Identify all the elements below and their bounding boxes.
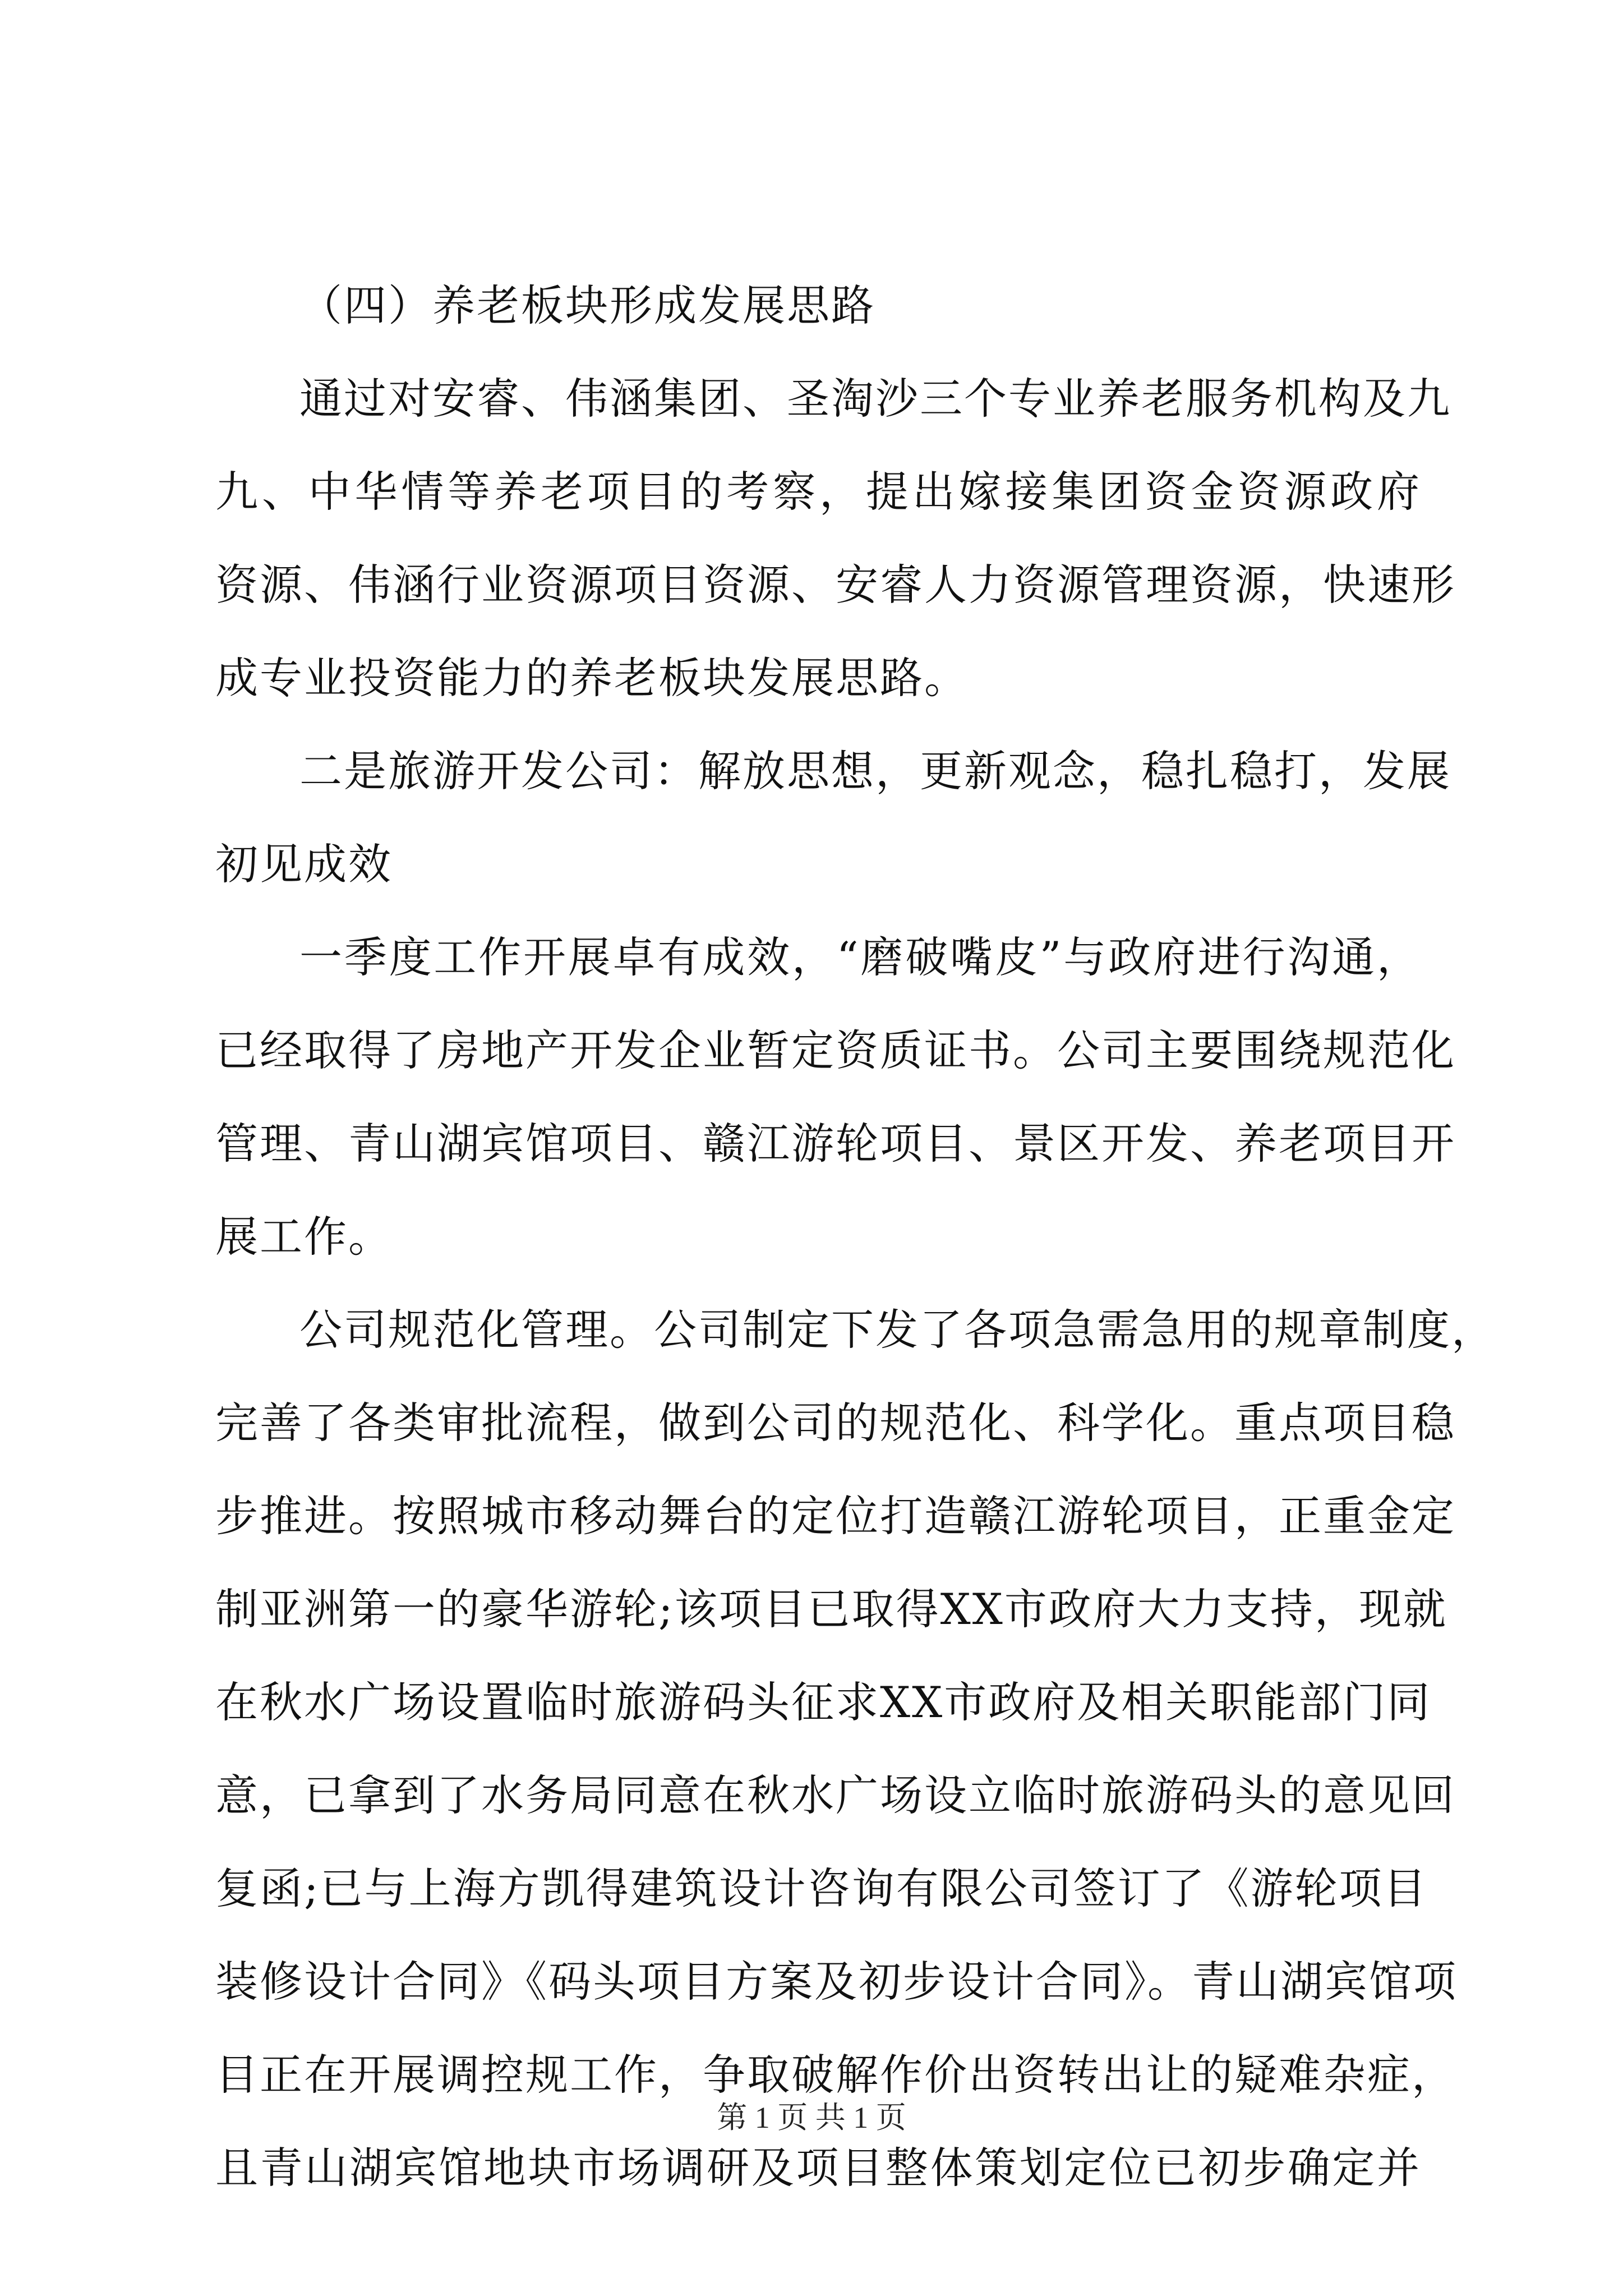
paragraph-line: 已经取得了房地产开发企业暂定资质证书。公司主要围绕规范化: [215, 1025, 1456, 1075]
paragraph-line: 成专业投资能力的养老板块发展思路。: [215, 653, 969, 703]
paragraph-line: 意，已拿到了水务局同意在秋水广场设立临时旅游码头的意见回: [215, 1770, 1456, 1820]
paragraph-line: 装修设计合同》《码头项目方案及初步设计合同》。青山湖宾馆项: [215, 1957, 1458, 2007]
paragraph-line: 展工作。: [215, 1212, 393, 1262]
paragraph-line: 复函;已与上海方凯得建筑设计咨询有限公司签订了《游轮项目: [215, 1864, 1428, 1913]
paragraph-line: 步推进。按照城市移动舞台的定位打造赣江游轮项目，正重金定: [215, 1491, 1456, 1541]
document-body: [215, 259, 1496, 2215]
page-footer: 第 1 页 共 1 页: [717, 2101, 906, 2134]
paragraph-line: 在秋水广场设置临时旅游码头征求XX市政府及相关职能部门同: [215, 1677, 1432, 1727]
paragraph-line: 资源、伟涵行业资源项目资源、安睿人力资源管理资源，快速形: [215, 560, 1456, 610]
paragraph-line: 目正在开展调控规工作，争取破解作价出资转出让的疑难杂症，: [215, 2050, 1456, 2100]
paragraph-line: 制亚洲第一的豪华游轮;该项目已取得XX市政府大力支持，现就: [215, 1584, 1447, 1634]
paragraph-line: 通过对安睿、伟涵集团、圣淘沙三个专业养老服务机构及九: [299, 374, 1451, 424]
paragraph-line: 一季度工作开展卓有成效，“磨破嘴皮”与政府进行沟通，: [299, 932, 1421, 982]
paragraph-line: 管理、青山湖宾馆项目、赣江游轮项目、景区开发、养老项目开: [215, 1119, 1456, 1168]
paragraph-line: 且青山湖宾馆地块市场调研及项目整体策划定位已初步确定并: [215, 2143, 1421, 2193]
paragraph-line: 完善了各类审批流程，做到公司的规范化、科学化。重点项目稳: [215, 1398, 1456, 1448]
section-heading: （四）养老板块形成发展思路: [299, 280, 875, 330]
paragraph-line: 二是旅游开发公司：解放思想，更新观念，稳扎稳打，发展: [299, 746, 1451, 796]
paragraph-line: 初见成效: [215, 839, 393, 889]
paragraph-line: 九、中华情等养老项目的考察，提出嫁接集团资金资源政府: [215, 467, 1421, 517]
paragraph-line: 公司规范化管理。公司制定下发了各项急需急用的规章制度，: [299, 1305, 1496, 1355]
